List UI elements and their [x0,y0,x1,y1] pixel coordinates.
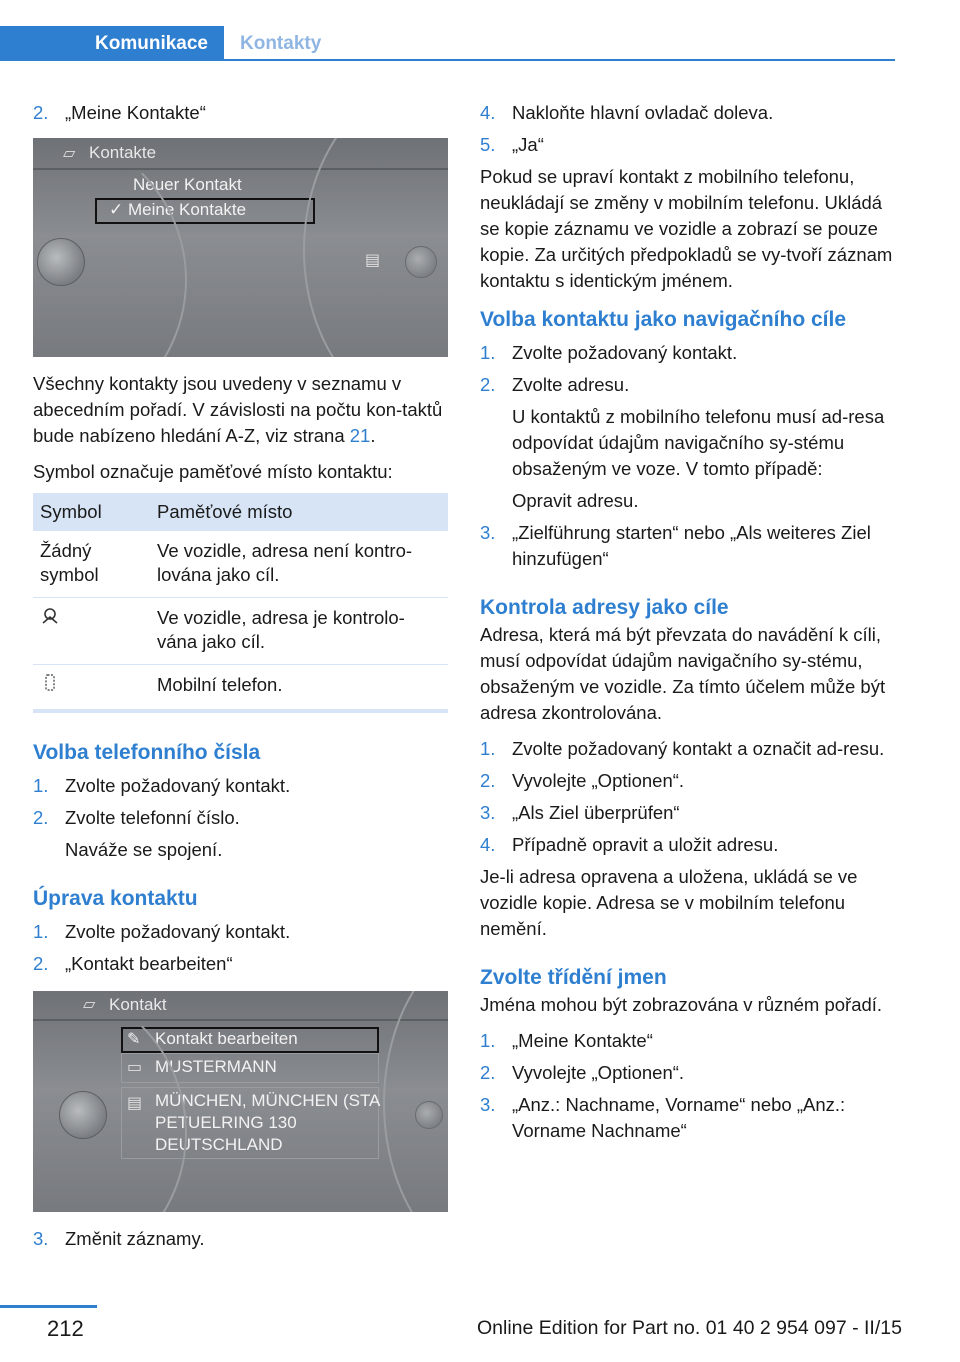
table-cell [33,665,150,712]
header-rule [0,59,895,61]
step-number: 1. [33,921,49,942]
step-number: 3. [480,802,496,823]
heading-sort-names: Zvolte třídění jmen [480,966,667,989]
step-note: Naváže se spojení. [65,839,223,860]
list-item [33,773,448,799]
step-text: Zvolte požadovaný kontakt. [65,775,291,796]
menu-item-edit-contact: Kontakt bearbeiten [155,1029,298,1048]
side-arc [383,991,448,1212]
paragraph-edit-note: Pokud se upraví kontakt z mobilního telefonu, neukládají se změny v mobilním telefonu. Ukládá se kopie záznamu ve vozidle a zobrazí se pouze kopie. Za určitých předpokladů se vy‐tvoří záznam kontaktu s identickým jménem. [480,166,893,291]
list-item [480,340,895,366]
heading-check-address: Kontrola adresy jako cíle [480,596,729,619]
screen-title: Kontakte [89,143,157,162]
vehicle-verified-icon [40,606,60,626]
list-item [33,951,448,977]
screen-title: Kontakt [109,995,167,1014]
side-knob-icon [405,246,437,278]
page-link[interactable]: 21 [349,425,371,446]
step-text: Zvolte požadovaný kontakt. [65,921,291,942]
idrive-screenshot-edit-contact [33,991,448,1212]
step-text: „Kontakt bearbeiten“ [65,953,233,974]
table-cell: Ve vozidle, adresa je kontrolo‐vána jako cíl. [150,598,448,665]
step-text: „Zielführung starten“ nebo „Als weiteres Ziel hinzufügen“ [512,522,871,569]
list-item [480,132,895,158]
tab-kontakty[interactable]: Kontakty [240,33,322,54]
step-number: 1. [480,342,496,363]
list-item [480,100,895,126]
table-cell: Mobilní telefon. [150,665,448,712]
contact-name: MUSTERMANN [155,1057,277,1076]
step-text: „Meine Kontakte“ [512,1030,653,1051]
address-line: MÜNCHEN, MÜNCHEN (STA [155,1091,381,1110]
step-text: Zvolte požadovaný kontakt. [512,342,738,363]
address-icon: ▤ [127,1095,143,1112]
page-number: 212 [47,1316,84,1341]
step-number: 2. [480,1062,496,1083]
step-text: Změnit záznamy. [65,1228,205,1249]
step-number: 3. [33,1228,49,1249]
step-text: „Als Ziel überprüfen“ [512,802,680,823]
heading-navigation-destination: Volba kontaktu jako navigačního cíle [480,308,847,331]
step-number: 5. [480,134,496,155]
step-text: Zvolte požadovaný kontakt a označit ad‐resu. [512,738,885,759]
list-item [480,1060,895,1086]
step-number: 1. [480,1030,496,1051]
idrive-screenshot-contacts [33,138,448,357]
list-item [33,1226,448,1252]
step-number: 2. [33,953,49,974]
step-text: Zvolte telefonní číslo. [65,807,240,828]
controller-knob-icon [37,238,85,286]
step-number: 2. [480,770,496,791]
step-text: Vyvolejte „Optionen“. [512,1062,685,1083]
list-item [480,1028,895,1054]
step-text: Nakloňte hlavní ovladač doleva. [512,102,774,123]
paragraph-check-result: Je-li adresa opravena a uložena, ukládá se ve vozidle kopie. Adresa se v mobilním telefonu nemění. [480,866,858,939]
address-line: DEUTSCHLAND [155,1135,283,1154]
add-icon [415,1101,443,1129]
left-column [33,100,448,1258]
footer-rule [0,1305,97,1308]
step-number: 2. [480,374,496,395]
tab-komunikace[interactable]: Komunikace [0,26,224,61]
heading-edit-contact: Úprava kontaktu [33,887,198,910]
list-item [33,805,448,831]
step-text: Zvolte adresu. [512,374,630,395]
right-column [480,100,895,1150]
step-number: 4. [480,102,496,123]
step-text: „Ja“ [512,134,544,155]
list-item [480,832,895,858]
table-header: Paměťové místo [150,493,448,531]
list-item [480,520,895,572]
paragraph-sort-names: Jména mohou být zobrazována v různém pořadí. [480,994,883,1015]
list-item [480,372,895,398]
step-text: Případně opravit a uložit adresu. [512,834,779,855]
table-row [33,598,448,665]
table-row [33,531,448,598]
symbol-table [33,493,448,713]
list-item [33,919,448,945]
step-number: 3. [480,522,496,543]
heading-phone-number: Volba telefonního čísla [33,741,261,764]
step-text: „Meine Kontakte“ [65,102,206,123]
step-note: U kontaktů z mobilního telefonu musí ad‐resa odpovídat údajům navigačního sy‐stému obsaženým ve voze. V tomto případě: [512,406,885,479]
step-number: 2. [33,807,49,828]
address-line: PETUELRING 130 [155,1113,297,1132]
table-cell [33,598,150,665]
contacts-icon: ▱ [63,145,76,162]
paragraph-check-address: Adresa, která má být převzata do navádění k cíli, musí odpovídat údajům navigačního sy‐stému, obsaženým ve vozidle. Za tímto účelem může být adresa zkontrolována. [480,624,886,723]
step-text: „Anz.: Nachname, Vorname“ nebo „Anz.: Vorname Nachname“ [512,1094,846,1141]
list-item [480,800,895,826]
table-row [33,665,448,712]
step-number: 4. [480,834,496,855]
contact-icon: ▱ [83,996,96,1013]
edition-note: Online Edition for Part no. 01 40 2 954 097 - II/15 [477,1317,902,1339]
list-item [33,100,448,126]
step-number: 3. [480,1094,496,1115]
table-cell: Žádný symbol [33,531,150,598]
menu-item-new-contact: Neuer Kontakt [133,175,242,194]
person-icon: ▭ [127,1059,143,1076]
list-item [480,768,895,794]
paragraph-contacts-sorted: Všechny kontakty jsou uvedeny v seznamu v abecedním pořadí. V závislosti na počtu kon‐taktů bude nabízeno hledání A-Z, viz strana 21. [33,373,443,446]
controller-arc [33,991,187,1212]
step-number: 1. [33,775,49,796]
table-cell: Ve vozidle, adresa není kontro‐lována jako cíl. [150,531,448,598]
paragraph-symbol-intro: Symbol označuje paměťové místo kontaktu: [33,461,393,482]
step-number: 1. [480,738,496,759]
controller-knob-icon [59,1091,107,1139]
options-icon: ▤ [365,252,381,269]
menu-item-my-contacts: ✓ Meine Kontakte [109,200,247,219]
pencil-icon: ✎ [127,1031,141,1048]
step-note: Opravit adresu. [512,490,639,511]
list-item [480,1092,895,1144]
list-item [480,736,895,762]
step-text: Vyvolejte „Optionen“. [512,770,685,791]
step-number: 2. [33,102,49,123]
mobile-phone-icon [40,673,60,693]
chapter-tabbar [0,26,895,61]
table-header: Symbol [33,493,150,531]
